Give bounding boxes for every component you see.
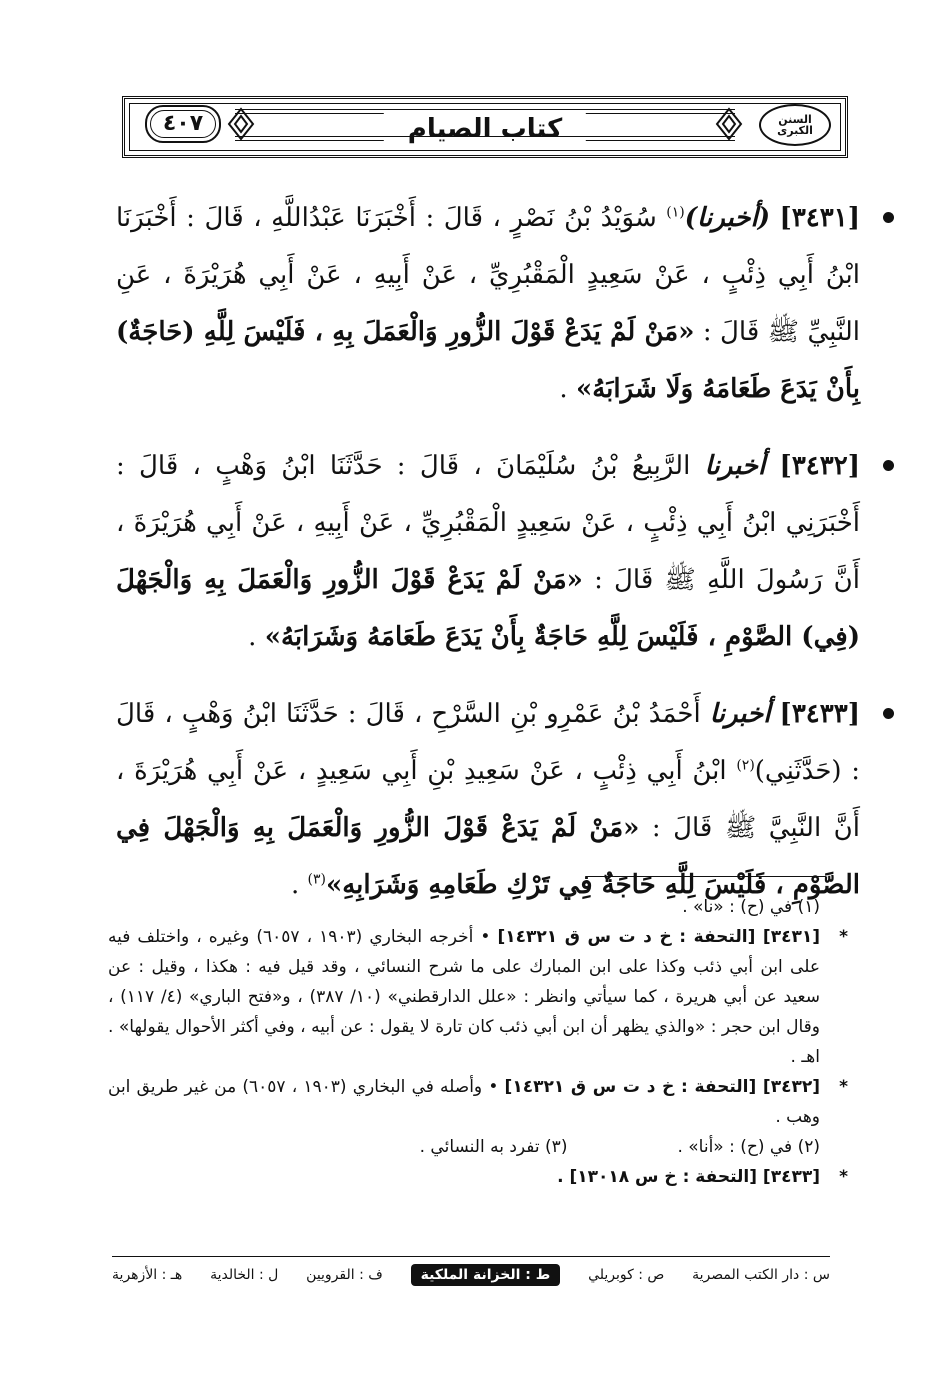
bullet-icon (883, 460, 894, 471)
star-icon: * (839, 1077, 848, 1097)
akhbarana: (أخبرنا) (684, 203, 770, 233)
legend-divider (112, 1256, 830, 1257)
tuhfa-ref: [٣٤٣٢] [التحفة : خ د ت س ق ١٤٣٢١] (504, 1077, 820, 1097)
matn: «مَنْ لَمْ يَدَعْ قَوْلَ الزُّورِ وَالْعَمَلَ بِهِ ، فَلَيْسَ لِلَّهِ (حَاجَةٌ) بِأَنْ يَدَعَ طَعَامَهُ وَلَا شَرَابَهُ» (116, 317, 860, 404)
legend-item: ط : الخزانة الملكية (411, 1264, 561, 1286)
footnote-marker: (١) (666, 204, 685, 221)
footnotes-2-3 (108, 1132, 820, 1162)
end-mark: . (290, 870, 308, 900)
hadith-3432 (116, 438, 860, 666)
takhrij-3433 (108, 1162, 848, 1192)
isnad: الرَّبِيعُ بْنُ سُلَيْمَانَ ، قَالَ : حَدَّثَنَا ابْنُ وَهْبٍ ، قَالَ : أَخْبَرَنِي ابْنُ أَبِي ذِئْبٍ ، عَنْ سَعِيدٍ الْمَقْبُرِيِّ ، عَنْ أَبِيهِ ، عَنْ أَبِي هُرَيْرَةَ ، أَنَّ رَسُولَ اللَّهِ ﷺ قَالَ : (116, 451, 861, 595)
hadith-number: [٣٤٣١] (779, 203, 861, 233)
tuhfa-ref: [٣٤٣١] [التحفة : خ د ت س ق ١٤٣٢١] (497, 927, 820, 947)
book-title: كتاب الصيام (384, 112, 586, 146)
star-icon: * (839, 927, 848, 947)
isnad: أَحْمَدُ بْنُ عَمْرِو بْنِ السَّرْحِ ، قَالَ : حَدَّثَنَا ابْنُ وَهْبٍ ، قَالَ : (حَدَّثَنِي) (116, 699, 860, 786)
legend-item: ف : القرويين (306, 1267, 383, 1283)
akhbarana: أخبرنا (709, 699, 771, 729)
hadith-number: [٣٤٣٣] (779, 699, 861, 729)
takhrij-text: • وأصله في البخاري (١٩٠٣ ، ٦٠٥٧) من غير طريق ابن وهب . (108, 1077, 820, 1127)
book-logo: السنن الكبرى (759, 104, 831, 146)
page-number: ٤٠٧ (145, 105, 221, 143)
title-band (235, 109, 735, 144)
hadith-paragraph (116, 686, 860, 914)
hadith-number: [٣٤٣٢] (779, 451, 860, 481)
footnote-divider (586, 876, 826, 877)
legend-item: س : دار الكتب المصرية (692, 1267, 830, 1283)
takhrij-text: • أخرجه البخاري (١٩٠٣ ، ٦٠٥٧) وغيره ، واختلف فيه على ابن أبي ذئب وكذا على ابن المبارك على ما شرح النسائي ، وقد قيل فيه : هكذا ، وقيل : عن سعيد عن أبي هريرة ، كما سيأتي وانظر : «علل الدارقطني» (١٠/ ٣٨٧) ، و«فتح الباري» (٤/ ١١٧) ، وقال ابن حجر : «والذي يظهر أن ابن أبي ذئب كان تارة لا يقول : عن أبيه ، وفي أكثر الأحوال يقولها» . اهـ . (108, 927, 820, 1067)
ornament-knot-icon (715, 105, 743, 143)
isnad: ابْنُ أَبِي ذِئْبٍ ، عَنْ سَعِيدِ بْنِ أَبِي سَعِيدٍ ، عَنْ أَبِي هُرَيْرَةَ ، أَنَّ النَّبِيَّ ﷺ قَالَ : (116, 756, 860, 843)
bullet-icon (883, 212, 894, 223)
matn: «مَنْ لَمْ يَدَعْ قَوْلَ الزُّورِ وَالْعَمَلَ بِهِ وَالْجَهْلَ فِي الصَّوْمِ ، فَلَيْسَ لِلَّهِ حَاجَةٌ فِي تَرْكِ طَعَامِهِ وَشَرَابِهِ» (116, 813, 860, 900)
end-mark: . (559, 374, 576, 404)
legend-item: هـ : الأزهرية (112, 1267, 183, 1283)
main-text (116, 190, 860, 934)
hadith-3433 (116, 686, 860, 914)
footnotes (108, 892, 848, 1192)
hadith-paragraph (116, 190, 860, 418)
isnad: سُوَيْدُ بْنُ نَصْرٍ ، قَالَ : أَخْبَرَنَا عَبْدُاللَّهِ ، قَالَ : أَخْبَرَنَا ابْنُ أَبِي ذِئْبٍ ، عَنْ سَعِيدٍ الْمَقْبُرِيِّ ، عَنْ أَبِيهِ ، عَنْ أَبِي هُرَيْرَةَ ، عَنِ النَّبِيِّ ﷺ قَالَ : (116, 203, 860, 347)
footnote-marker: (٢) (736, 757, 755, 774)
manuscript-legend (112, 1264, 830, 1286)
footnote-3: (٣) تفرد به النسائي . (419, 1137, 568, 1157)
legend-item: ل : الخالدية (210, 1267, 279, 1283)
tuhfa-ref: [٣٤٣٣] [التحفة : خ س ١٣٠١٨] . (557, 1167, 820, 1187)
hadith-3431 (116, 190, 860, 418)
bullet-icon (883, 708, 894, 719)
takhrij-3432 (108, 1072, 848, 1132)
matn: «مَنْ لَمْ يَدَعْ قَوْلَ الزُّورِ وَالْعَمَلَ بِهِ وَالْجَهْلَ (فِي) الصَّوْمِ ، فَلَيْسَ لِلَّهِ حَاجَةٌ بِأَنْ يَدَعَ طَعَامَهُ وَشَرَابَهُ» (116, 565, 860, 652)
footnote-1: (١) في (ح) : «نا» . (682, 897, 820, 917)
legend-item: ص : كوبريلي (588, 1267, 665, 1283)
takhrij-3431 (108, 922, 848, 1072)
star-icon: * (839, 1167, 848, 1187)
end-mark: . (248, 622, 265, 652)
akhbarana: أخبرنا (704, 451, 766, 481)
hadith-paragraph (116, 438, 860, 666)
page-header (122, 96, 848, 158)
footnote-2: (٢) في (ح) : «أنا» . (677, 1137, 820, 1157)
footnote-marker: (٣) (307, 871, 326, 888)
